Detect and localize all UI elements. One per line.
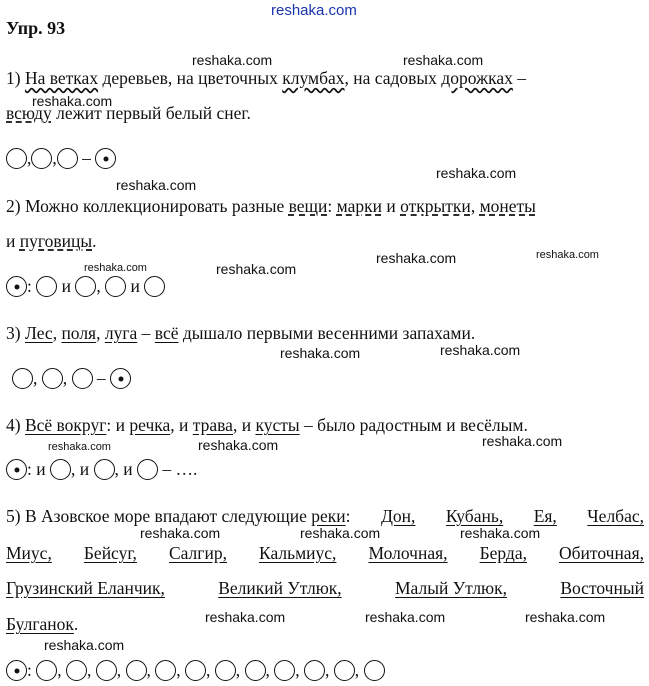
circle-icon (57, 148, 78, 169)
subject-underline: Лес (24, 323, 53, 343)
circle-icon (126, 660, 147, 681)
circle-icon (185, 660, 206, 681)
watermark: reshaka.com (205, 609, 286, 625)
object-underline: марки (336, 196, 382, 216)
object-underline: пуговицы (19, 231, 93, 251)
river-name: Дон, (381, 506, 416, 526)
sentence-5-line-4: Булганок. (6, 614, 79, 634)
circle-icon (66, 660, 87, 681)
sentence-5-line-3 (6, 578, 644, 599)
watermark: reshaka.com (216, 261, 297, 277)
generalizing-word: всюду (6, 103, 52, 123)
circle-icon (42, 368, 63, 389)
circle-icon (364, 660, 385, 681)
exercise-title: Упр. 93 (6, 18, 66, 38)
dot-circle-icon (6, 459, 27, 480)
subject-underline: речка (129, 415, 171, 435)
watermark: reshaka.com (300, 525, 381, 541)
circle-icon (215, 660, 236, 681)
dot-circle-icon (110, 368, 131, 389)
subject-underline: На ветках (24, 68, 99, 88)
sentence-1-line-1: 1) На ветках деревьев, на цветочных клумбах, на садовых дорожках – (6, 68, 526, 88)
generalizing-word: вещи (288, 196, 328, 216)
river-name: Кубань, (445, 506, 504, 526)
watermark: reshaka.com (280, 345, 361, 361)
circle-icon (36, 660, 57, 681)
river-name: Салгир, (168, 543, 227, 563)
subject-underline: трава (192, 415, 233, 435)
subject-underline: поля (61, 323, 97, 343)
sentence-4: 4) Всё вокруг: и речка, и трава, и кусты – было радостным и весёлым. (6, 415, 528, 435)
scheme-3: , , – (12, 367, 131, 389)
circle-icon (96, 660, 117, 681)
generalizing-word: Всё вокруг (24, 415, 107, 435)
watermark: reshaka.com (460, 525, 541, 541)
river-name: Ея, (533, 506, 557, 526)
sentence-3: 3) Лес, поля, луга – всё дышало первыми весенними запахами. (6, 323, 476, 343)
circle-icon (304, 660, 325, 681)
river-name: Кальмиус, (259, 543, 337, 563)
circle-icon (155, 660, 176, 681)
circle-icon (31, 148, 52, 169)
watermark: reshaka.com (403, 52, 484, 68)
watermark-top: reshaka.com (271, 2, 357, 19)
watermark: reshaka.com (536, 249, 599, 261)
watermark: reshaka.com (84, 262, 147, 274)
sentence-1-line-2: всюду лежит первый белый снег. (6, 103, 251, 123)
watermark: reshaka.com (140, 525, 221, 541)
river-name: Берда, (479, 543, 527, 563)
circle-icon (36, 276, 57, 297)
river-name: Молочная, (368, 543, 448, 563)
river-name: Булганок (6, 614, 74, 634)
circle-icon (334, 660, 355, 681)
generalizing-word: реки (311, 506, 346, 526)
circle-icon (105, 276, 126, 297)
circle-icon (6, 148, 27, 169)
circle-icon (50, 459, 71, 480)
sentence-2-line-1: 2) Можно коллекционировать разные вещи: марки и открытки, монеты (6, 196, 536, 216)
dot-circle-icon (95, 148, 116, 169)
scheme-5: : , , , , , , , , , , , (6, 659, 385, 681)
circle-icon (75, 276, 96, 297)
river-name: Обиточная, (559, 543, 644, 563)
dot-circle-icon (6, 276, 27, 297)
sentence-5-line-1: 5) В Азовское море впадают следующие реки: Дон, Кубань, Ея, Челбас, (6, 506, 644, 526)
dot-circle-icon (6, 660, 27, 681)
circle-icon (12, 368, 33, 389)
subject-underline: луга (104, 323, 138, 343)
watermark: reshaka.com (116, 177, 197, 193)
generalizing-word: всё (154, 323, 179, 343)
watermark: reshaka.com (32, 93, 113, 109)
watermark: reshaka.com (436, 165, 517, 181)
river-name: Грузинский Еланчик, (6, 578, 165, 598)
circle-icon (137, 459, 158, 480)
watermark: reshaka.com (482, 433, 563, 449)
watermark: reshaka.com (525, 609, 606, 625)
circle-icon (274, 660, 295, 681)
object-underline: открытки (400, 196, 471, 216)
subject-underline: клумбах (282, 68, 345, 88)
sentence-2-line-2: и пуговицы. (6, 231, 97, 251)
river-name: Челбас, (587, 506, 644, 526)
sentence-5-line-2 (6, 543, 644, 564)
subject-underline: кусты (255, 415, 300, 435)
watermark: reshaka.com (48, 441, 111, 453)
scheme-2: : и , и (6, 275, 165, 297)
watermark: reshaka.com (44, 637, 125, 653)
watermark: reshaka.com (198, 437, 279, 453)
watermark: reshaka.com (192, 52, 273, 68)
river-name: Бейсуг, (83, 543, 137, 563)
circle-icon (245, 660, 266, 681)
watermark: reshaka.com (440, 342, 521, 358)
circle-icon (144, 276, 165, 297)
subject-underline: дорожках (441, 68, 513, 88)
object-underline: монеты (479, 196, 536, 216)
watermark: reshaka.com (365, 609, 446, 625)
scheme-4: : и , и , и – …. (6, 458, 197, 480)
circle-icon (72, 368, 93, 389)
river-name: Миус, (6, 543, 52, 563)
river-name: Великий Утлюк, (218, 578, 342, 598)
circle-icon (94, 459, 115, 480)
watermark: reshaka.com (376, 250, 457, 266)
river-name: Восточный (560, 578, 644, 598)
river-name: Малый Утлюк, (395, 578, 507, 598)
scheme-1: , , – (6, 147, 116, 169)
